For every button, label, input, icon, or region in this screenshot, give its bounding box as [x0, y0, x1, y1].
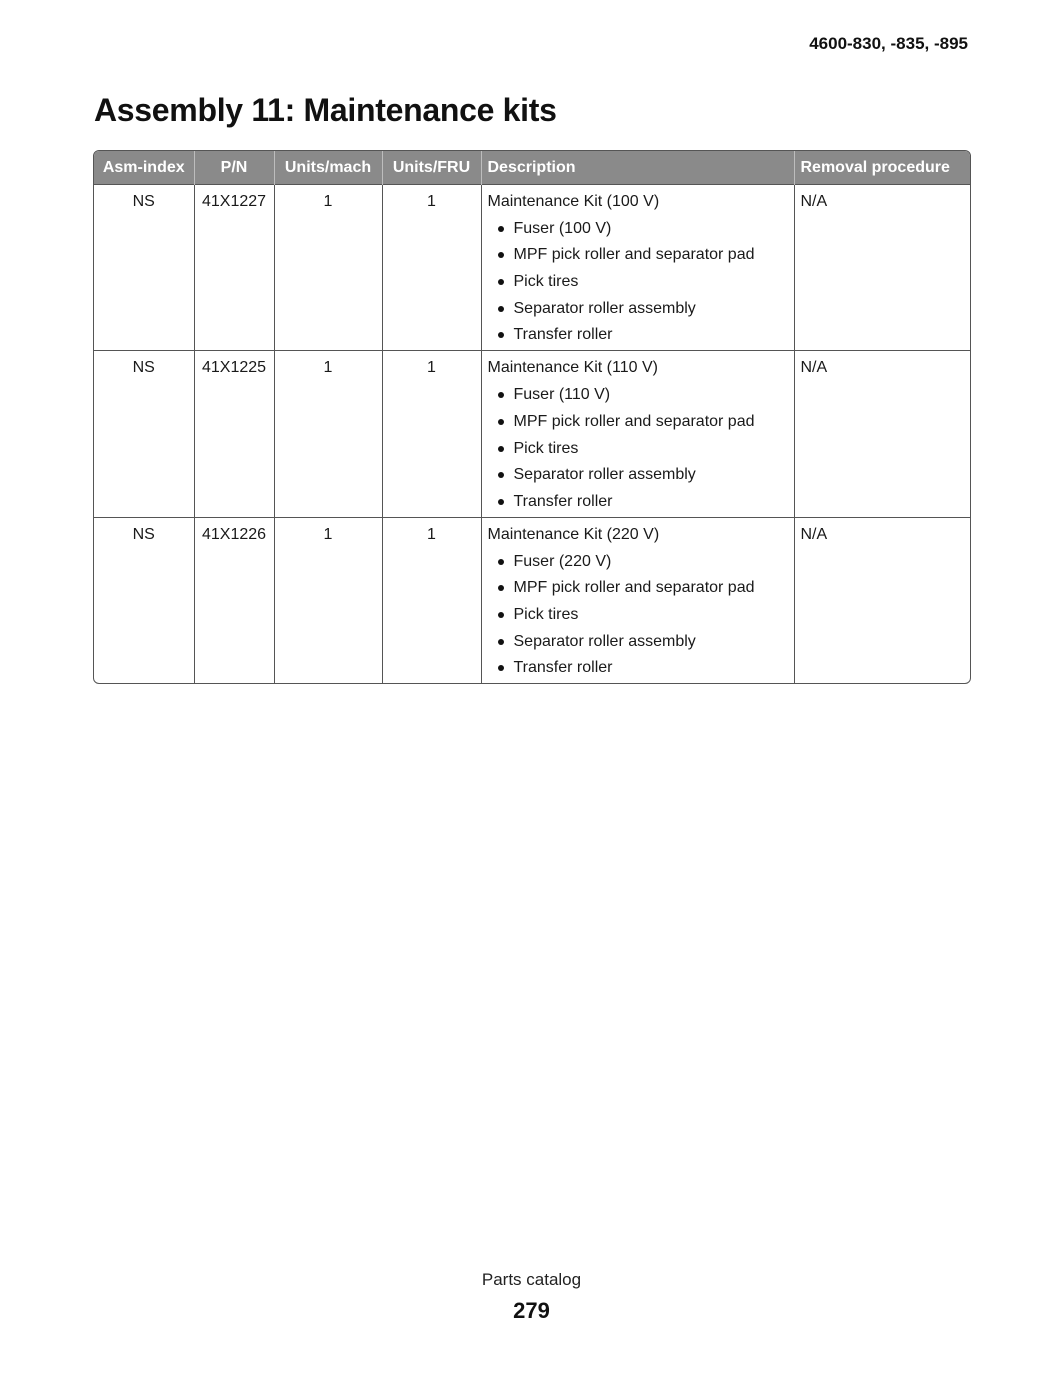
table-row — [94, 351, 970, 517]
cell-removal-procedure: N/A — [794, 517, 970, 683]
description-title: Maintenance Kit (220 V) — [487, 525, 660, 543]
cell-part-number: 41X1225 — [194, 351, 274, 517]
list-item: Pick tires — [488, 605, 788, 625]
description-title: Maintenance Kit (100 V) — [487, 193, 660, 210]
list-item: Separator roller assembly — [488, 299, 788, 319]
list-item: Transfer roller — [488, 325, 788, 345]
kit-contents-list — [488, 219, 788, 346]
page-number: 279 — [513, 1298, 550, 1323]
cell-description — [481, 185, 794, 351]
cell-removal-procedure: N/A — [794, 185, 970, 351]
column-header-description: Description — [481, 151, 794, 185]
column-header-units-mach: Units/mach — [274, 151, 382, 185]
cell-asm-index: NS — [94, 517, 194, 683]
cell-part-number: 41X1227 — [194, 185, 274, 351]
list-item: MPF pick roller and separator pad — [488, 578, 788, 598]
cell-units-mach: 1 — [274, 185, 382, 351]
list-item: Separator roller assembly — [488, 465, 788, 485]
parts-table — [94, 151, 970, 683]
list-item: Fuser (100 V) — [488, 219, 788, 239]
cell-units-fru: 1 — [382, 185, 481, 351]
kit-contents-list — [488, 552, 788, 679]
column-header-asm-index: Asm-index — [94, 151, 194, 185]
cell-description — [481, 517, 794, 683]
table-row — [94, 185, 970, 351]
list-item: MPF pick roller and separator pad — [488, 412, 788, 432]
kit-contents-list — [488, 385, 788, 512]
cell-units-mach: 1 — [274, 517, 382, 683]
parts-table-container — [93, 150, 971, 684]
description-title: Maintenance Kit (110 V) — [487, 359, 658, 377]
table-row — [94, 517, 970, 683]
page-title: Assembly 11: Maintenance kits — [94, 92, 557, 128]
cell-units-fru: 1 — [382, 351, 481, 517]
column-header-units-fru: Units/FRU — [382, 151, 481, 185]
list-item: Pick tires — [488, 439, 788, 459]
cell-asm-index: NS — [94, 351, 194, 517]
column-header-pn: P/N — [194, 151, 274, 185]
cell-part-number: 41X1226 — [194, 517, 274, 683]
cell-description — [481, 351, 794, 517]
cell-removal-procedure: N/A — [794, 351, 970, 517]
list-item: Fuser (110 V) — [488, 385, 788, 405]
list-item: Transfer roller — [488, 658, 788, 678]
list-item: Pick tires — [488, 272, 788, 292]
cell-asm-index: NS — [94, 185, 194, 351]
list-item: MPF pick roller and separator pad — [488, 245, 788, 265]
table-header-row — [94, 151, 970, 185]
list-item: Transfer roller — [488, 492, 788, 512]
cell-units-mach: 1 — [274, 351, 382, 517]
footer-label: Parts catalog — [481, 1270, 582, 1289]
column-header-removal-procedure: Removal procedure — [794, 151, 970, 185]
document-code: 4600-830, -835, -895 — [809, 34, 968, 53]
list-item: Fuser (220 V) — [488, 552, 788, 572]
cell-units-fru: 1 — [382, 517, 481, 683]
list-item: Separator roller assembly — [488, 632, 788, 652]
